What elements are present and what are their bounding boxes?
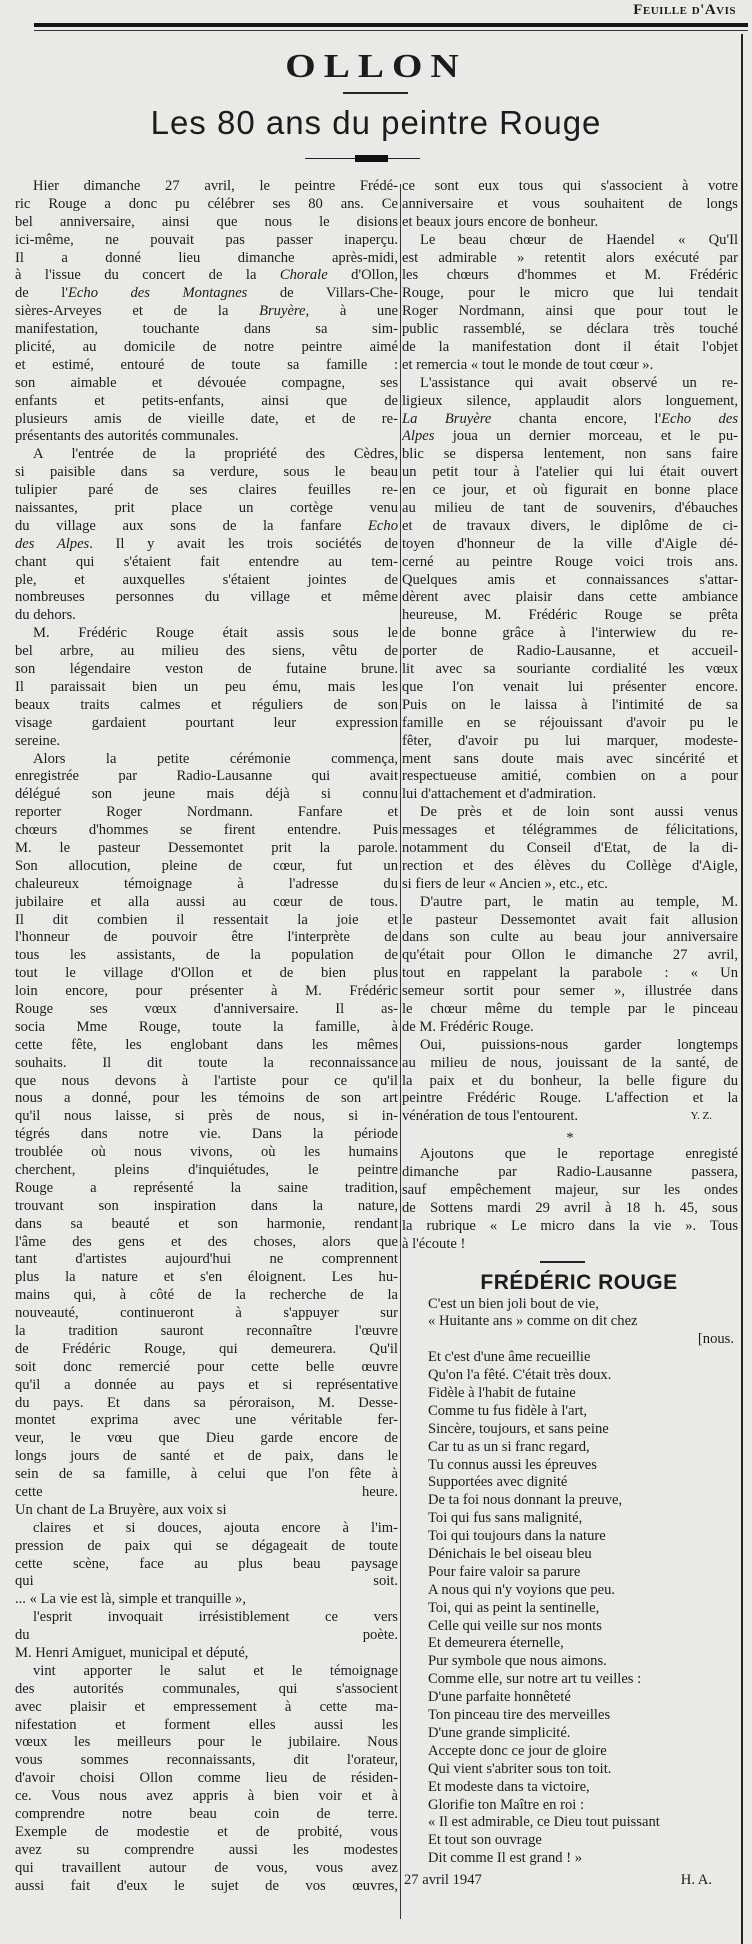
text-line: l'honneur de pouvoir être l'interprète de — [15, 929, 398, 946]
text-line: chœurs d'hommes se firent entendre. Puis — [15, 822, 398, 839]
text-line: et remercia « tout le monde de tout cœur ». — [402, 356, 654, 373]
text-line: sereine. — [15, 732, 60, 749]
poem-footer — [402, 1872, 738, 1890]
text-line: si fiers de leur « Ancien », etc., etc. — [402, 875, 608, 892]
text-line: soit donc remercié pour cette belle œuvre — [15, 1358, 398, 1375]
text-line: Hier dimanche 27 avril, le peintre Frédé- — [33, 178, 398, 194]
text-line: tégrés dans notre vie. Dans la période — [15, 1126, 398, 1143]
text-line: l'esprit invoquait irrésistiblement ce vers — [33, 1609, 398, 1626]
text-line: au milieu de tant de souvenirs, d'ébauches — [402, 500, 738, 517]
text-line: montet exprima avec une véritable fer- — [15, 1412, 398, 1429]
text-line: plus la nature et s'en éloignent. Les hu- — [15, 1269, 398, 1286]
poem-line: Accepte donc ce jour de gloire — [428, 1742, 607, 1759]
text-line: chant qui s'étaient fait entendre au tem- — [15, 553, 398, 570]
text-line: de l'Echo des Montagnes de Villars-Che- — [15, 285, 398, 302]
text-line: tous les assistants, de la population de — [15, 947, 398, 964]
text-line: qu'était pour Ollon le dimanche 27 avril, — [402, 947, 738, 964]
text-line: de Frédéric Rouge, qui demeurera. Qu'il — [15, 1340, 398, 1357]
text-line: mains qui, à côté de la recherche de la — [15, 1287, 398, 1304]
text-line: veur, le vœu que Dieu garde encore de — [15, 1430, 398, 1447]
text-line: Son allocution, pleine de cœur, fut un — [15, 857, 398, 874]
top-rule-thin — [34, 30, 748, 31]
text-line: Rouge, pour le micro que lui tendait — [402, 285, 738, 302]
text-line: aussi fait d'eux le sujet de vos œuvres, — [15, 1877, 398, 1894]
text-line: le pasteur Dessemontet avait fait allusion — [402, 911, 738, 928]
text-line: Alpes joua un dernier morceau, et le pu- — [402, 428, 738, 445]
text-line: porter de Radio-Lausanne, et accueil- — [402, 643, 738, 660]
text-line: rection et des élèves du Collège d'Aigle, — [402, 857, 738, 874]
text-line: du dehors. — [15, 607, 76, 624]
text-line: M. Henri Amiguet, municipal et député, — [15, 1645, 249, 1662]
text-line: et estimé, entouré de toute sa famille : — [15, 356, 398, 373]
text-line: D'autre part, le matin au temple, M. — [420, 893, 738, 910]
text-line: la paix et du bonheur, la belle figure du — [402, 1072, 738, 1089]
text-line: sières-Arveyes et de la Bruyère, à une — [15, 303, 398, 320]
poem-line: Supportées avec dignité — [428, 1474, 568, 1491]
text-line: Puis on le laissa à l'intimité de sa — [402, 696, 738, 713]
text-line: nous a donné, pour les témoins de son art — [15, 1090, 398, 1107]
text-line: du poète. — [15, 1627, 398, 1644]
text-line: d'avoir choisi Ollon comme lieu de résiden- — [15, 1770, 398, 1787]
text-line: qui soit. — [15, 1573, 398, 1590]
text-line: beaux traits calmes et réguliers de son — [15, 696, 398, 713]
poem-ornament — [402, 1254, 738, 1268]
text-line: souhaits. Il dit toute la reconnaissance — [15, 1054, 398, 1071]
text-line: longs jours de santé et de paix, dans le — [15, 1448, 398, 1465]
text-line: plusieurs amis de vieille date, et de re- — [15, 410, 398, 427]
text-line: ... « La vie est là, simple et tranquille », — [15, 1591, 247, 1608]
text-line: son légendaire veston de futaine brune. — [15, 661, 398, 678]
text-line: qu'il a donnée au pays et si représentative — [15, 1376, 398, 1393]
text-line: les chœurs d'hommes et M. Frédéric — [402, 267, 738, 284]
left-column — [15, 178, 398, 1896]
text-line: trouvant son inspiration dans la nature, — [15, 1197, 398, 1214]
text-line: Un chant de La Bruyère, aux voix si — [15, 1501, 227, 1518]
text-line: que l'on venait lui présenter encore. — [402, 678, 738, 695]
text-line: l'âme des gens et des choses, alors que — [15, 1233, 398, 1250]
text-line: M. le pasteur Dessemontet prit la parole. — [15, 839, 398, 856]
text-line: Rouge a représenté la saine tradition, — [15, 1179, 398, 1196]
poem-line: Glorifie ton Maître en roi : — [428, 1796, 585, 1813]
poem-line: Fidèle à l'habit de futaine — [428, 1385, 576, 1402]
text-line: A l'entrée de la propriété des Cèdres, — [33, 446, 398, 463]
text-line: cerné au peintre Rouge voici trois ans. — [402, 553, 738, 570]
text-line: de bonne grâce à l'interwiew du re- — [402, 625, 738, 642]
poem-line: « Il est admirable, ce Dieu tout puissant — [428, 1814, 660, 1831]
headline: Les 80 ans du peintre Rouge — [150, 104, 602, 141]
poem-line: Ton pinceau tire des merveilles — [428, 1707, 611, 1724]
text-line: blic se dispersa lentement, non sans faire — [402, 446, 738, 463]
text-line: délégué son jeune mais déjà si connu — [15, 786, 398, 803]
text-line: bel anniversaire, ainsi que nous le disions — [15, 213, 398, 230]
text-line: le chœur même du temple par le pinceau — [402, 1000, 738, 1017]
text-line: vœux les meilleurs pour le jubilaire. Nous — [15, 1734, 398, 1751]
poem-line: Qu'on l'a fêté. C'était très doux. — [428, 1367, 612, 1384]
text-line: vous sommes reconnaissants, dit l'orateur, — [15, 1752, 398, 1769]
text-line: bel arbre, au milieu des siens, vêtu de — [15, 643, 398, 660]
text-line: De près et de loin sont aussi venus — [420, 804, 738, 821]
text-line: manifestation, touchante dans sa sim- — [15, 321, 398, 338]
poem-author: H. A. — [680, 1872, 712, 1889]
running-head: Feuille d'Avis — [633, 2, 736, 18]
section-kicker: OLLON — [285, 48, 467, 85]
text-line: Il dit combien il ressentait la joie et — [15, 911, 398, 928]
text-line: nouveauté, continueront à s'appuyer sur — [15, 1305, 398, 1322]
text-line: messages et télégrammes de félicitations, — [402, 822, 738, 839]
text-line: de M. Frédéric Rouge. — [402, 1018, 534, 1035]
text-line: lit avec sa souriante cordialité les vœux — [402, 661, 738, 678]
text-line: Exemple de modestie et de probité, vous — [15, 1823, 398, 1840]
headline-ornament-bar — [355, 155, 388, 162]
text-line: qu'il nous laisse, si près de nous, si in- — [15, 1108, 398, 1125]
text-line: Rouge ses vœux d'anniversaire. Il as- — [15, 1000, 398, 1017]
text-line: avez su comprendre aussi les modestes — [15, 1841, 398, 1858]
poem-line: A nous qui n'y voyions que peu. — [428, 1581, 616, 1598]
poem-line: Tu connus aussi les épreuves — [428, 1456, 597, 1473]
text-line: Le beau chœur de Haendel « Qu'Il — [420, 231, 738, 248]
text-line: naissantes, prit place un cortège venu — [15, 500, 398, 517]
column-divider — [400, 184, 401, 1919]
poem-line: C'est un bien joli bout de vie, — [428, 1295, 599, 1312]
text-line: toyen d'honneur de la ville d'Aigle dé- — [402, 535, 738, 552]
text-line: L'assistance qui avait observé un re- — [420, 374, 738, 391]
addendum-line: dimanche par Radio-Lausanne passera, — [402, 1164, 738, 1181]
poem-line: Et demeurera éternelle, — [428, 1635, 564, 1652]
poem-line: De ta foi nous donnant la preuve, — [428, 1492, 623, 1509]
text-line: troublée où nous vivons, où les humains — [15, 1144, 398, 1161]
text-line: nifestation et forment elles aussi les — [15, 1716, 398, 1733]
addendum-line: la rubrique « Le micro dans la vie ». Tous — [402, 1217, 738, 1234]
poem-line: Dit comme Il est grand ! » — [428, 1850, 583, 1867]
text-line: reporter Roger Nordmann. Fanfare et — [15, 804, 398, 821]
text-line: ici-même, ne pouvait pas passer inaperçu. — [15, 231, 398, 248]
text-line: du village aux sons de la fanfare Echo — [15, 517, 398, 534]
text-line: jubilaire et alla aussi au cœur de tous. — [15, 893, 398, 910]
text-line: du pays. Et dans sa péroraison, M. Desse- — [15, 1394, 398, 1411]
text-line: Roger Nordmann, ainsi que pour tout le — [402, 303, 738, 320]
text-line: sein de sa famille, à celui que l'on fête à — [15, 1466, 398, 1483]
addendum-line: Ajoutons que le reportage enregisté — [420, 1146, 738, 1163]
addendum-line: sauf empêchement majeur, sur les ondes — [402, 1182, 738, 1198]
text-line: ligieux silence, applaudit alors longuement, — [402, 392, 738, 409]
text-line: dans son culte au beau jour anniversaire — [402, 929, 738, 946]
text-line: semeur sortit pour semer », illustrée dans — [402, 983, 738, 1000]
text-line: socia Mme Rouge, toute la famille, à — [15, 1018, 398, 1035]
text-line: ment sans doute mais avec sincérité et — [402, 750, 738, 767]
poem-line: D'une parfaite honnêteté — [428, 1689, 571, 1706]
text-line: nombreuses personnes du village et même — [15, 589, 398, 606]
text-line: Oui, puissions-nous garder longtemps — [420, 1036, 738, 1053]
text-line: est admirable » retentit alors exécuté par — [402, 249, 738, 266]
text-line: respectueuse amitié, combien on a pour — [402, 768, 738, 785]
text-line: ple, et auxquelles s'étaient jointes de — [15, 571, 398, 588]
text-line: des Alpes. Il y avait les trois sociétés de — [15, 535, 398, 552]
text-line: dans sa beauté et son harmonie, rendant — [15, 1215, 398, 1232]
text-line: tout le village d'Ollon et de bien plus — [15, 965, 398, 982]
poem-line: Celle qui veille sur nos monts — [428, 1617, 602, 1634]
poem-line: D'une grande simplicité. — [428, 1724, 571, 1741]
text-line: au milieu de nous, jouissant de la santé, de — [402, 1054, 738, 1071]
text-line: à l'issue du concert de la Chorale d'Ollon, — [15, 267, 398, 284]
text-line: fêter, d'avoir pu lui marquer, modeste- — [402, 732, 738, 749]
text-line: de la manifestation dont il était l'objet — [402, 339, 738, 356]
poem-line: Et tout son ouvrage — [428, 1832, 542, 1849]
text-line: M. Frédéric Rouge était assis sous le — [33, 625, 398, 642]
text-line: en ce jour, et où figurait en bonne place — [402, 482, 738, 499]
text-line: Il a donné lieu dimanche après-midi, — [15, 249, 398, 266]
text-line: un petit tour à l'atelier qui lui était ouvert — [402, 464, 738, 481]
poem-line: Toi, qui as peint la sentinelle, — [428, 1599, 600, 1616]
text-line: la tradition sauront reconnaître l'œuvre — [15, 1323, 398, 1339]
text-line: ce sont eux tous qui s'associent à votre — [402, 178, 738, 194]
text-line: comprendre notre beau coin de terre. — [15, 1806, 398, 1823]
text-line: anniversaire et vous souhaitent de longs — [402, 195, 738, 212]
text-line: claires et si douces, ajouta encore à l'im- — [33, 1519, 398, 1536]
text-line: Quelques amis et connaissances s'attar- — [402, 571, 738, 588]
text-line: famille en se réjouissant d'avoir pu le — [402, 714, 738, 731]
text-line: vint apporter le salut et le témoignage — [33, 1662, 398, 1679]
text-line: et beaux jours encore de bonheur. — [402, 213, 599, 230]
kicker-rule — [343, 92, 408, 94]
article-last-line: vénération de tous l'entourent. — [402, 1108, 579, 1125]
text-line: plicité, au domicile de notre peintre aimé — [15, 339, 398, 356]
article-signature: Y. Z. — [690, 1110, 712, 1123]
text-line: enfants et petits-enfants, ainsi que de — [15, 392, 398, 409]
poem-line: Toi qui fus sans malignité, — [428, 1510, 583, 1527]
text-line: des autorités communales, qui s'associent — [15, 1680, 398, 1697]
poem-title: FRÉDÉRIC ROUGE — [480, 1270, 678, 1294]
text-line: enregistrée par Radio-Lausanne qui avait — [15, 768, 398, 785]
text-line: ce. Vous nous avez appris à bien voir et à — [15, 1788, 398, 1805]
text-line: cette heure. — [15, 1484, 398, 1501]
poem-line: Dénichais le bel oiseau bleu — [428, 1546, 592, 1563]
text-line: Il paraissait bien un peu ému, mais les — [15, 678, 398, 695]
text-line: Alors la petite cérémonie commença, — [33, 750, 398, 767]
poem-line: Car tu as un si franc regard, — [428, 1438, 590, 1455]
text-line: cette scène, face au plus beau paysage — [15, 1555, 398, 1572]
poem-line: Qui vient s'abriter sous ton toit. — [428, 1760, 612, 1777]
addendum — [402, 1146, 738, 1253]
poem-line: « Huitante ans » comme on dit chez — [428, 1313, 638, 1330]
article-end-line — [402, 1108, 738, 1126]
text-line: loin encore, pour présenter à M. Frédéric — [15, 983, 398, 1000]
poem-line: Pur symbole que nous aimons. — [428, 1653, 607, 1670]
text-line: notamment du Conseil d'Etat, de la di- — [402, 839, 738, 856]
text-line: présentants des autorités communales. — [15, 428, 239, 445]
separator-star: * — [566, 1130, 574, 1147]
poem-line: Comme elle, sur notre art tu veilles : — [428, 1671, 642, 1688]
text-line: si paisible dans sa verdure, sous le beau — [15, 464, 398, 481]
text-line: pression de paix qui se dégageait de toute — [15, 1537, 398, 1554]
text-line: heureuse, M. Frédéric Rouge se prêta — [402, 607, 738, 624]
poem-line: Et modeste dans ta victoire, — [428, 1778, 590, 1795]
addendum-line: de Sottens mardi 29 avril à 18 h. 45, sous — [402, 1199, 738, 1216]
poem-line: Sincère, toujours, et sans peine — [428, 1420, 609, 1437]
text-line: tulipier paré de ses claires feuilles re- — [15, 482, 398, 499]
poem-line: Toi qui toujours dans la nature — [428, 1528, 606, 1545]
addendum-line: à l'écoute ! — [402, 1235, 466, 1252]
text-line: tant d'artistes aujourd'hui ne comprennent — [15, 1251, 398, 1268]
poem-date: 27 avril 1947 — [404, 1872, 482, 1889]
text-line: peintre Frédéric Rouge. L'affection et la — [402, 1090, 738, 1107]
text-line: ric Rouge a donc pu célébrer ses 80 ans. Ce — [15, 195, 398, 212]
poem-line: [nous. — [697, 1331, 734, 1348]
page-frame-border — [741, 34, 743, 1944]
right-column — [402, 178, 738, 1890]
text-line: dèrent avec plaisir dans cette ambiance — [402, 589, 738, 606]
right-column-body — [402, 178, 738, 1108]
text-line: qui travaillent autour de vous, vous avez — [15, 1859, 398, 1876]
text-line: cherchent, pleins d'inquiétudes, le peintre — [15, 1161, 398, 1178]
text-line: avec plaisir et empressement à cette ma- — [15, 1698, 398, 1715]
poem-line: Et c'est d'une âme recueillie — [428, 1349, 591, 1366]
text-line: tout en rappelant la parabole : « Un — [402, 965, 738, 982]
text-line: cette fête, les englobant dans les mêmes — [15, 1036, 398, 1053]
poem-line: Comme tu fus fidèle à l'art, — [428, 1402, 588, 1419]
poem-line: Pour faire valoir sa parure — [428, 1563, 581, 1580]
text-line: La Bruyère chanta encore, l'Echo des — [402, 410, 738, 427]
text-line: chaleureux témoignage à l'adresse du — [15, 875, 398, 892]
text-line: que nous devons à l'artiste pour ce qu'il — [15, 1072, 398, 1089]
text-line: visage gardaient pourtant leur expression — [15, 714, 398, 731]
poem — [402, 1296, 738, 1869]
text-line: lui d'attachement et d'admiration. — [402, 786, 597, 803]
text-line: public rassemblé, se déclara très touché — [402, 321, 738, 338]
text-line: son aimable et dévouée compagne, ses — [15, 374, 398, 391]
text-line: et de travaux divers, le diplôme de ci- — [402, 517, 738, 534]
top-rule — [34, 23, 748, 27]
